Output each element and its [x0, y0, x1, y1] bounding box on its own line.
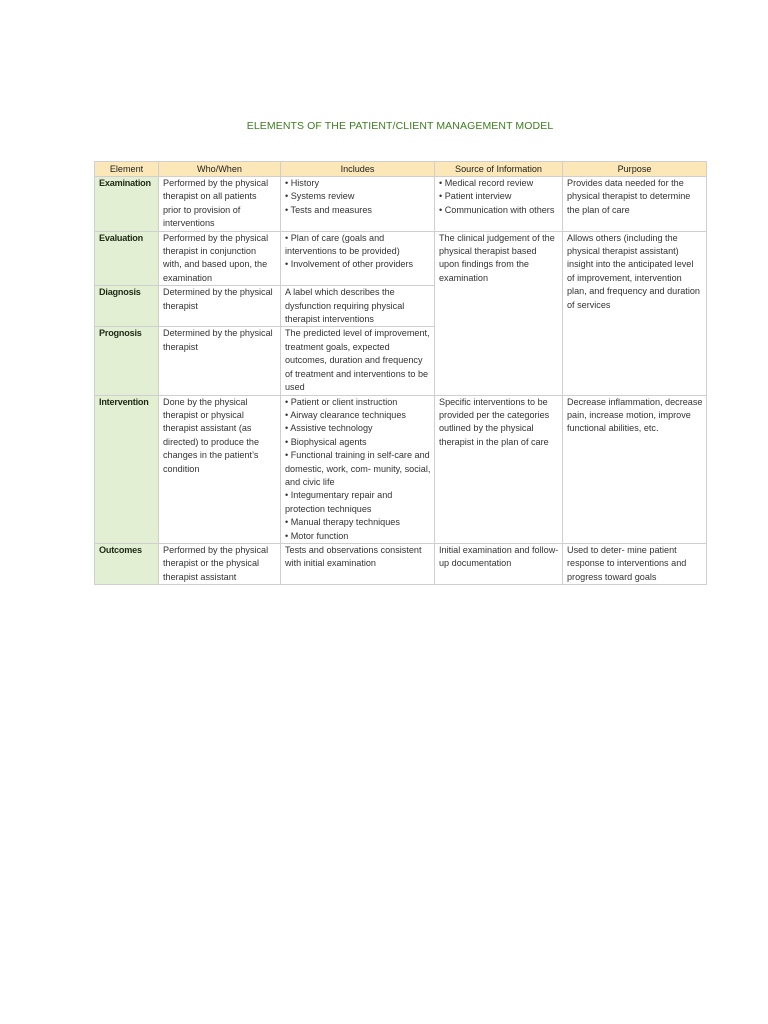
source-cell: The clinical judgement of the physical therapist based upon findings from the examination	[435, 231, 563, 395]
table-header-row	[95, 162, 707, 177]
table-row-evaluation	[95, 231, 707, 286]
who-cell: Determined by the physical therapist	[159, 286, 281, 327]
list-item: • Tests and measures	[285, 204, 372, 215]
list-item: • Motor function	[285, 530, 349, 541]
list-item: • Patient interview	[439, 191, 512, 202]
list-item: • Biophysical agents	[285, 436, 367, 447]
list-item: • Assistive technology	[285, 423, 373, 434]
page-title: ELEMENTS OF THE PATIENT/CLIENT MANAGEMENT MODEL	[246, 120, 554, 132]
includes-cell	[281, 177, 435, 232]
list-item: • Functional training in self-care and domestic, work, com- munity, social, and civic life	[285, 450, 431, 487]
list-item: • Airway clearance techniques	[285, 409, 406, 420]
includes-cell: The predicted level of improvement, treatment goals, expected outcomes, duration and frequency of treatment and interventions to be used	[281, 327, 435, 395]
header-element: Element	[95, 162, 159, 177]
element-cell: Diagnosis	[95, 286, 159, 327]
table-row-outcomes	[95, 543, 707, 584]
who-cell: Performed by the physical therapist on all patients prior to provision of interventions	[159, 177, 281, 232]
who-cell: Done by the physical therapist or physical therapist assistant (as directed) to produce the changes in the patient’s condition	[159, 395, 281, 543]
includes-cell: Tests and observations consistent with initial examination	[281, 543, 435, 584]
table-row-intervention	[95, 395, 707, 543]
includes-cell: A label which describes the dysfunction requiring physical therapist interventions	[281, 286, 435, 327]
element-cell: Prognosis	[95, 327, 159, 395]
who-cell: Performed by the physical therapist or the physical therapist assistant	[159, 543, 281, 584]
list-item: • Integumentary repair and protection techniques	[285, 490, 393, 514]
source-cell: Initial examination and follow-up documentation	[435, 543, 563, 584]
source-cell	[435, 177, 563, 232]
element-cell: Intervention	[95, 395, 159, 543]
who-cell: Performed by the physical therapist in conjunction with, and based upon, the examination	[159, 231, 281, 286]
purpose-cell: Provides data needed for the physical therapist to determine the plan of care	[563, 177, 707, 232]
header-who-when: Who/When	[159, 162, 281, 177]
header-source: Source of Information	[435, 162, 563, 177]
list-item: • Manual therapy techniques	[285, 517, 400, 528]
element-cell: Evaluation	[95, 231, 159, 286]
purpose-cell: Used to deter- mine patient response to interventions and progress toward goals	[563, 543, 707, 584]
source-cell: Specific interventions to be provided per the categories outlined by the physical therapist in the plan of care	[435, 395, 563, 543]
header-includes: Includes	[281, 162, 435, 177]
list-item: • Medical record review	[439, 178, 534, 188]
includes-cell	[281, 231, 435, 286]
management-model-table	[94, 161, 707, 585]
list-item: • Patient or client instruction	[285, 396, 398, 407]
who-cell: Determined by the physical therapist	[159, 327, 281, 395]
list-item: • Systems review	[285, 191, 355, 202]
element-cell: Examination	[95, 177, 159, 232]
purpose-cell: Decrease inflammation, decrease pain, increase motion, improve functional abilities, etc.	[563, 395, 707, 543]
list-item: • Communication with others	[439, 204, 555, 215]
header-purpose: Purpose	[563, 162, 707, 177]
list-item: • Plan of care (goals and interventions to be provided)	[285, 232, 400, 257]
purpose-cell: Allows others (including the physical therapist assistant) insight into the anticipated level of improvement, intervention plan, and frequency and duration of services	[563, 231, 707, 395]
element-cell: Outcomes	[95, 543, 159, 584]
table-row-examination	[95, 177, 707, 232]
list-item: • Involvement of other providers	[285, 259, 414, 270]
includes-cell	[281, 395, 435, 543]
list-item: • History	[285, 178, 320, 188]
